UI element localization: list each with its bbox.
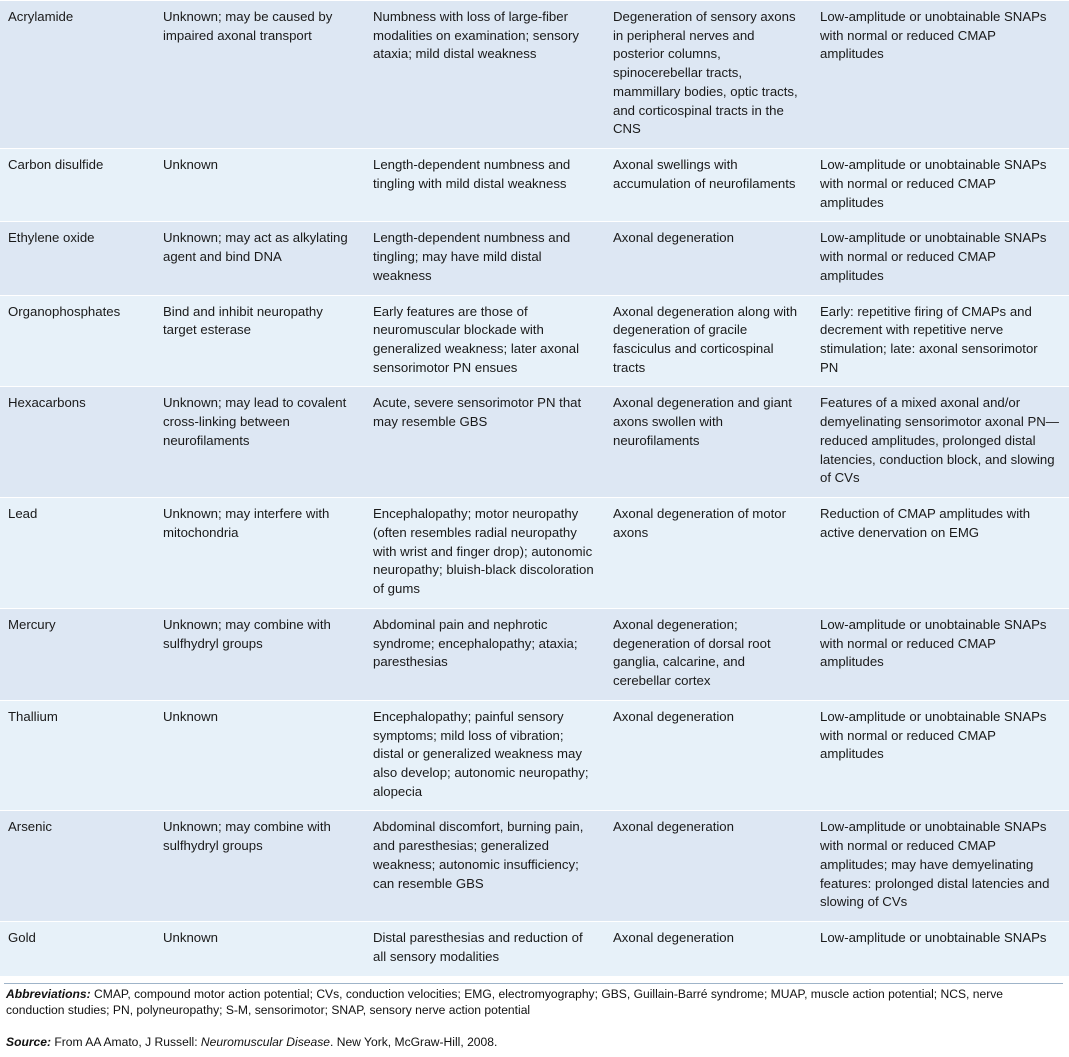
abbreviations-label: Abbreviations: xyxy=(6,986,91,1001)
cell-mechanism: Unknown; may act as alkylating agent and bind DNA xyxy=(155,222,365,295)
cell-edx: Low-amplitude or unobtainable SNAPs with normal or reduced CMAP amplitudes xyxy=(812,1,1069,149)
cell-pathology: Axonal degeneration along with degeneration of gracile fasciculus and corticospinal tracts xyxy=(605,295,812,387)
table-row xyxy=(0,608,1069,700)
cell-edx: Reduction of CMAP amplitudes with active denervation on EMG xyxy=(812,498,1069,609)
cell-clinical: Distal paresthesias and reduction of all sensory modalities xyxy=(365,922,605,976)
cell-agent: Ethylene oxide xyxy=(0,222,155,295)
table-row xyxy=(0,149,1069,222)
source-suffix: . New York, McGraw-Hill, 2008. xyxy=(329,1034,498,1049)
cell-mechanism: Unknown xyxy=(155,922,365,976)
source-label: Source: xyxy=(6,1034,52,1049)
cell-pathology: Axonal degeneration xyxy=(605,922,812,976)
table-row xyxy=(0,922,1069,976)
cell-edx: Low-amplitude or unobtainable SNAPs with normal or reduced CMAP amplitudes; may have demyelinating features: prolonged distal latencies and slowing of CVs xyxy=(812,811,1069,922)
cell-pathology: Axonal degeneration; degeneration of dorsal root ganglia, calcarine, and cerebellar cortex xyxy=(605,608,812,700)
source-title: Neuromuscular Disease xyxy=(200,1034,330,1049)
cell-pathology: Axonal degeneration xyxy=(605,222,812,295)
cell-agent: Hexacarbons xyxy=(0,387,155,498)
table-row xyxy=(0,700,1069,811)
cell-pathology: Axonal degeneration of motor axons xyxy=(605,498,812,609)
cell-mechanism: Unknown; may combine with sulfhydryl groups xyxy=(155,608,365,700)
cell-edx: Features of a mixed axonal and/or demyelinating sensorimotor axonal PN—reduced amplitudes, prolonged distal latencies, conduction block, and slowing of CVs xyxy=(812,387,1069,498)
cell-agent: Carbon disulfide xyxy=(0,149,155,222)
cell-clinical: Length-dependent numbness and tingling; may have mild distal weakness xyxy=(365,222,605,295)
abbreviations-text: CMAP, compound motor action potential; CVs, conduction velocities; EMG, electromyography; GBS, Guillain-Barré syndrome; MUAP, muscle action potential; NCS, nerve conduction studies; PN, polyneuropathy; S-M, sensorimotor; SNAP, sensory nerve action potential xyxy=(6,986,1004,1018)
cell-mechanism: Bind and inhibit neuropathy target esterase xyxy=(155,295,365,387)
cell-mechanism: Unknown; may lead to covalent cross-linking between neurofilaments xyxy=(155,387,365,498)
cell-clinical: Acute, severe sensorimotor PN that may resemble GBS xyxy=(365,387,605,498)
cell-pathology: Axonal degeneration xyxy=(605,700,812,811)
table-row xyxy=(0,222,1069,295)
cell-clinical: Encephalopathy; painful sensory symptoms; mild loss of vibration; distal or generalized weakness may also develop; autonomic neuropathy; alopecia xyxy=(365,700,605,811)
cell-edx: Early: repetitive firing of CMAPs and decrement with repetitive nerve stimulation; late: axonal sensorimotor PN xyxy=(812,295,1069,387)
cell-pathology: Axonal degeneration xyxy=(605,811,812,922)
cell-mechanism: Unknown; may be caused by impaired axonal transport xyxy=(155,1,365,149)
cell-clinical: Early features are those of neuromuscular blockade with generalized weakness; later axonal sensorimotor PN ensues xyxy=(365,295,605,387)
cell-pathology: Axonal swellings with accumulation of neurofilaments xyxy=(605,149,812,222)
cell-clinical: Abdominal pain and nephrotic syndrome; encephalopathy; ataxia; paresthesias xyxy=(365,608,605,700)
cell-mechanism: Unknown xyxy=(155,149,365,222)
cell-edx: Low-amplitude or unobtainable SNAPs with normal or reduced CMAP amplitudes xyxy=(812,608,1069,700)
cell-agent: Lead xyxy=(0,498,155,609)
cell-agent: Mercury xyxy=(0,608,155,700)
table-row xyxy=(0,498,1069,609)
cell-clinical: Numbness with loss of large-fiber modalities on examination; sensory ataxia; mild distal weakness xyxy=(365,1,605,149)
cell-edx: Low-amplitude or unobtainable SNAPs with normal or reduced CMAP amplitudes xyxy=(812,700,1069,811)
table-row xyxy=(0,295,1069,387)
cell-agent: Arsenic xyxy=(0,811,155,922)
table-row xyxy=(0,811,1069,922)
table-footnotes xyxy=(0,977,1069,1057)
table-row xyxy=(0,1,1069,149)
cell-pathology: Degeneration of sensory axons in peripheral nerves and posterior columns, spinocerebellar tracts, mammillary bodies, optic tracts, and corticospinal tracts in the CNS xyxy=(605,1,812,149)
cell-agent: Acrylamide xyxy=(0,1,155,149)
cell-edx: Low-amplitude or unobtainable SNAPs xyxy=(812,922,1069,976)
source-note xyxy=(4,1034,1063,1053)
cell-mechanism: Unknown; may combine with sulfhydryl groups xyxy=(155,811,365,922)
cell-edx: Low-amplitude or unobtainable SNAPs with normal or reduced CMAP amplitudes xyxy=(812,222,1069,295)
cell-pathology: Axonal degeneration and giant axons swollen with neurofilaments xyxy=(605,387,812,498)
cell-mechanism: Unknown xyxy=(155,700,365,811)
cell-agent: Gold xyxy=(0,922,155,976)
cell-agent: Thallium xyxy=(0,700,155,811)
cell-mechanism: Unknown; may interfere with mitochondria xyxy=(155,498,365,609)
abbreviations-note xyxy=(4,983,1063,1023)
cell-clinical: Length-dependent numbness and tingling with mild distal weakness xyxy=(365,149,605,222)
cell-clinical: Encephalopathy; motor neuropathy (often resembles radial neuropathy with wrist and finger drop); autonomic neuropathy; bluish-black discoloration of gums xyxy=(365,498,605,609)
source-prefix: From AA Amato, J Russell: xyxy=(51,1034,201,1049)
table-row xyxy=(0,387,1069,498)
cell-clinical: Abdominal discomfort, burning pain, and paresthesias; generalized weakness; autonomic insufficiency; can resemble GBS xyxy=(365,811,605,922)
cell-edx: Low-amplitude or unobtainable SNAPs with normal or reduced CMAP amplitudes xyxy=(812,149,1069,222)
cell-agent: Organophosphates xyxy=(0,295,155,387)
table-body xyxy=(0,1,1069,977)
